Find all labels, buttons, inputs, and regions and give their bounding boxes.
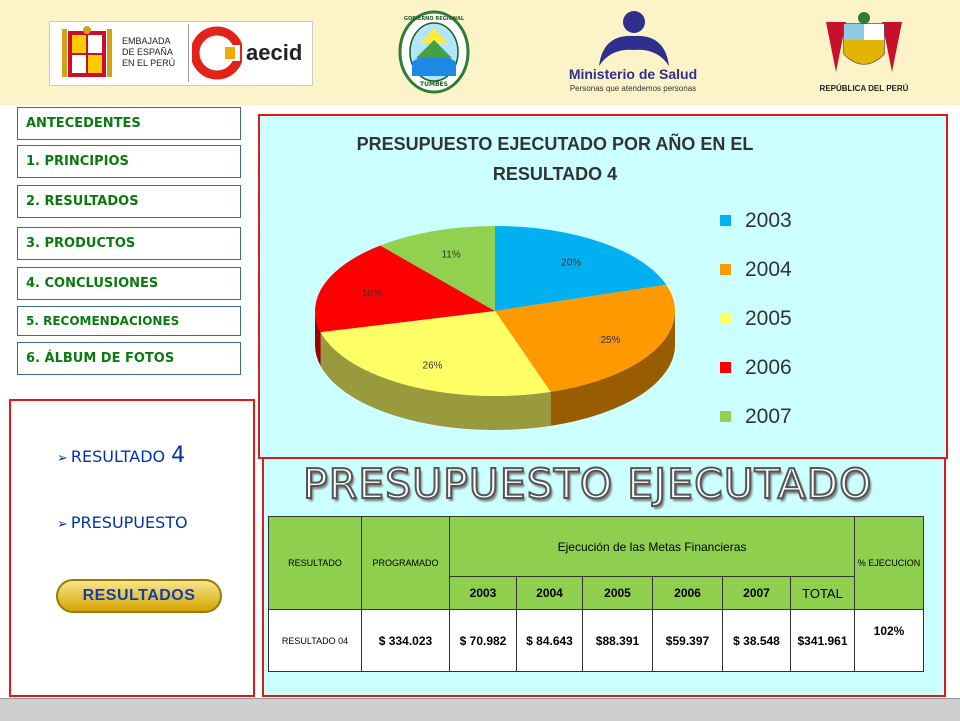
legend-label-2003: 2003 [745,208,792,232]
legend-label-2004: 2004 [745,257,792,281]
minsa-logo [553,8,713,98]
aecid-c-icon [192,25,242,81]
nav-album-fotos[interactable]: 6. ÁLBUM DE FOTOS [17,342,241,375]
peru-shield-icon [816,10,912,82]
cell-resultado: RESULTADO 04 [269,610,362,672]
gobierno-text-bottom: TUMBES [420,81,448,88]
legend-swatch-2004 [720,264,731,275]
cell-total: $341.961 [791,610,855,672]
nav-productos[interactable]: 3. PRODUCTOS [17,227,241,260]
cell-2006: $59.397 [653,610,723,672]
pie-label-2007: 11% [441,249,461,261]
cell-2003: $ 70.982 [450,610,517,672]
cell-programado: $ 334.023 [362,610,450,672]
nav-resultados[interactable]: 2. RESULTADOS [17,185,241,218]
table-row [269,610,924,672]
minsa-person-icon [553,8,713,72]
year-2003: 2003 [450,577,517,610]
arrow-bullet-icon: ➢ [57,517,68,532]
legend-swatch-2006 [720,362,731,373]
coat-of-arms-icon [60,25,114,83]
embajada-aecid-logo [49,21,313,86]
bullet-presupuesto[interactable] [57,513,188,532]
header-resultado: RESULTADO [269,517,362,610]
year-total: TOTAL [791,577,855,610]
footer-bar [0,698,960,721]
year-2006: 2006 [653,577,723,610]
cell-2005: $88.391 [583,610,653,672]
gobierno-text-top: GOBIERNO REGIONAL [403,16,465,22]
legend-label-2006: 2006 [745,355,792,379]
legend-swatch-2005 [720,313,731,324]
peru-text: REPÚBLICA DEL PERÚ [819,84,909,93]
aecid-text: aecid [246,40,303,65]
pie-label-2004: 25% [600,334,621,346]
pie-label-2003: 20% [561,257,582,269]
resultados-button[interactable] [56,579,222,613]
legend-item-2006 [720,343,792,392]
bullet-presupuesto-label: PRESUPUESTO [70,513,188,532]
resultados-button-label: RESULTADOS [82,587,196,604]
pie-label-2006: 18% [361,288,382,300]
nav-conclusiones[interactable]: 4. CONCLUSIONES [17,267,241,300]
budget-table [268,516,924,672]
legend-swatch-2003 [720,215,731,226]
chart-title-line2: RESULTADO 4 [492,164,618,184]
bullet-resultado-label: RESULTADO [70,447,166,466]
legend-item-2004 [720,245,792,294]
section-title: PRESUPUESTO EJECUTADO [303,460,873,508]
year-2005: 2005 [583,577,653,610]
year-2007: 2007 [723,577,791,610]
legend-item-2005 [720,294,792,343]
cell-pct: 102% [855,610,924,672]
cell-2004: $ 84.643 [517,610,583,672]
nav-principios[interactable]: 1. PRINCIPIOS [17,145,241,178]
chart-legend [720,196,792,441]
left-panel [9,399,255,697]
legend-label-2005: 2005 [745,306,792,330]
pie-chart [310,216,750,456]
embajada-text-2: DE ESPAÑA [122,47,173,57]
header-pct-ejecucion: % EJECUCION [855,517,924,610]
cell-2007: $ 38.548 [723,610,791,672]
header-ejecucion: Ejecución de las Metas Financieras [450,517,855,577]
embajada-text-1: EMBAJADA [122,36,171,46]
embajada-text-3: EN EL PERÚ [122,58,176,68]
nav-antecedentes[interactable]: ANTECEDENTES [17,107,241,140]
legend-label-2007: 2007 [745,404,792,428]
legend-swatch-2007 [720,411,731,422]
header-programado: PROGRAMADO [362,517,450,610]
header-banner [0,0,960,105]
minsa-tagline: Personas que atendemos personas [569,84,697,93]
chart-title-line1: PRESUPUESTO EJECUTADO POR AÑO EN EL [356,134,754,154]
year-2004: 2004 [517,577,583,610]
bullet-resultado-num: 4 [171,443,186,468]
legend-item-2003 [720,196,792,245]
chart-panel [258,114,948,459]
arrow-bullet-icon: ➢ [57,451,68,466]
pie-label-2005: 26% [422,360,443,372]
bullet-resultado[interactable] [57,443,185,468]
minsa-name: Ministerio de Salud [568,66,698,82]
nav-recomendaciones[interactable]: 5. RECOMENDACIONES [17,306,241,336]
gobierno-regional-logo [398,10,470,94]
legend-item-2007 [720,392,792,441]
peru-coat-of-arms-logo [816,10,912,96]
